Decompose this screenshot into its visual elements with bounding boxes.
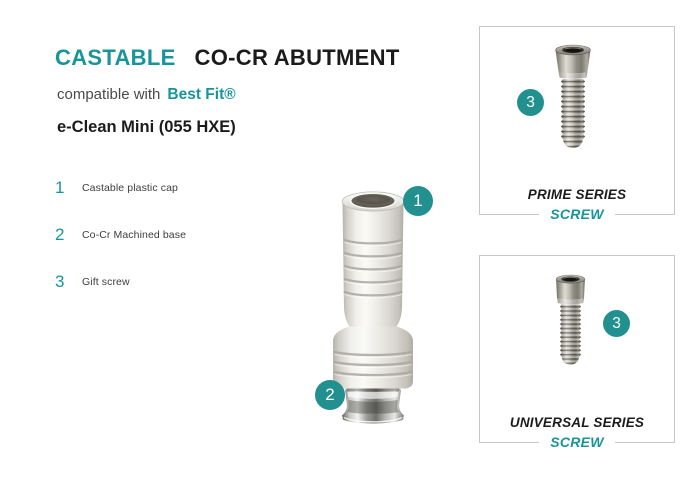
prime-screw-illustration bbox=[553, 43, 593, 153]
series-name: UNIVERSAL SERIES bbox=[509, 415, 645, 430]
series-type: SCREW bbox=[539, 207, 615, 221]
callout-badge-2: 2 bbox=[315, 380, 345, 410]
part-number: 2 bbox=[55, 225, 65, 244]
list-item bbox=[55, 179, 186, 226]
title-highlight: CASTABLE bbox=[55, 44, 176, 70]
part-number: 1 bbox=[55, 178, 65, 197]
part-label: Gift screw bbox=[82, 276, 130, 288]
callout-badge-3: 3 bbox=[603, 310, 630, 337]
title-rest: CO-CR ABUTMENT bbox=[194, 44, 400, 70]
model-name: e-Clean Mini (055 HXE) bbox=[57, 117, 236, 136]
universal-series-card bbox=[479, 255, 675, 450]
series-name: PRIME SERIES bbox=[527, 187, 627, 202]
parts-list bbox=[55, 179, 186, 320]
part-label: Castable plastic cap bbox=[82, 182, 178, 194]
series-type-wrap bbox=[480, 435, 674, 451]
brand-name: Best Fit® bbox=[167, 86, 236, 103]
series-type-wrap bbox=[480, 207, 674, 223]
part-label: Co-Cr Machined base bbox=[82, 229, 187, 241]
series-type: SCREW bbox=[539, 435, 615, 449]
part-number: 3 bbox=[55, 272, 65, 291]
list-item bbox=[55, 226, 186, 273]
prime-series-card bbox=[479, 26, 675, 222]
callout-badge-1: 1 bbox=[403, 186, 433, 216]
compatibility-line bbox=[57, 86, 236, 104]
compatible-prefix: compatible with bbox=[57, 86, 161, 103]
list-item bbox=[55, 273, 186, 320]
page-title bbox=[55, 45, 400, 71]
callout-badge-3: 3 bbox=[517, 89, 544, 116]
universal-screw-illustration bbox=[553, 273, 588, 369]
